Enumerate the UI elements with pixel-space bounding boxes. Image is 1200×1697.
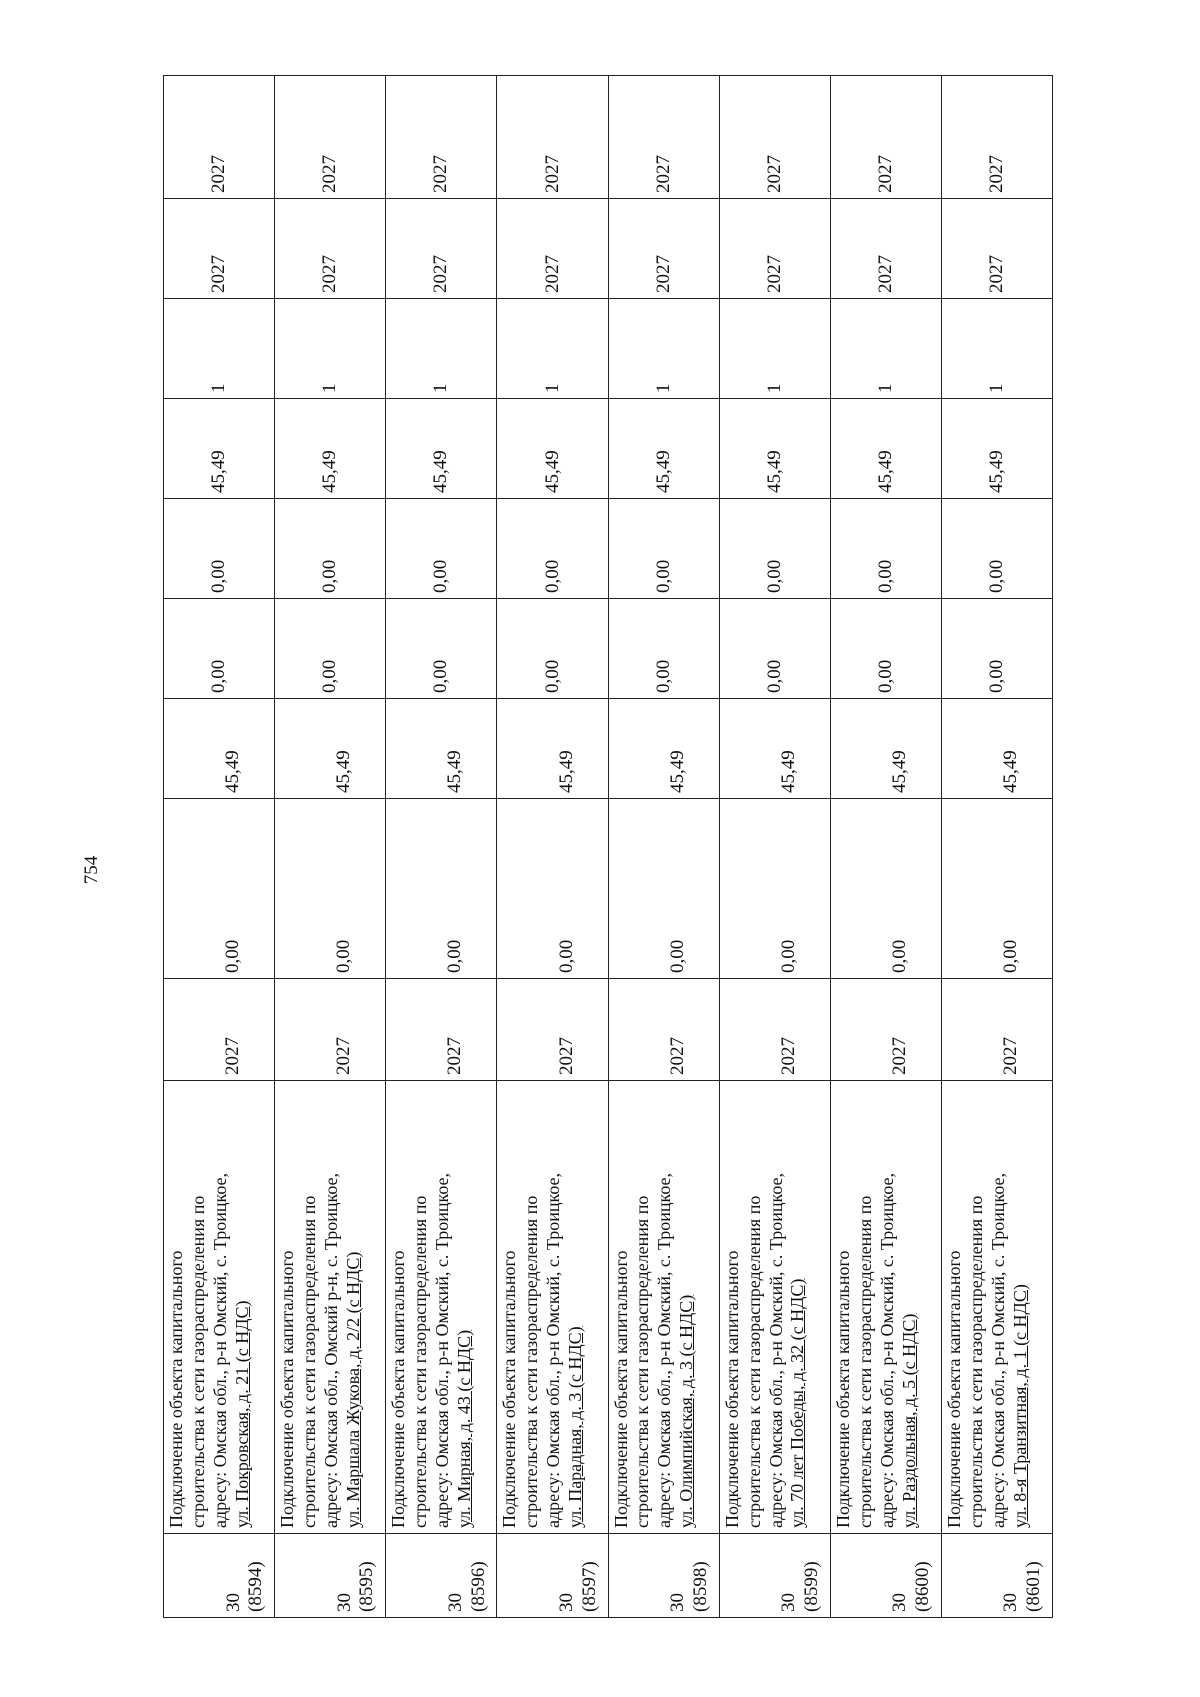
row-number: 30 — [444, 1593, 466, 1612]
start-year-cell: 2027 — [275, 979, 386, 1081]
value-cell: 0,00 — [164, 599, 275, 699]
year-cell: 2027 — [386, 199, 497, 299]
year-cell: 2027 — [608, 199, 719, 299]
description-line: строительства к сети газораспределения по — [743, 1195, 764, 1528]
data-table — [163, 75, 1053, 1618]
end-year-cell: 2027 — [275, 76, 386, 199]
end-year-cell: 2027 — [497, 76, 608, 199]
description-line: строительства к сети газораспределения по — [854, 1195, 875, 1528]
row-number: 30 — [778, 1593, 800, 1612]
value-cell: 0,00 — [719, 799, 830, 979]
value-cell: 45,49 — [941, 399, 1052, 499]
investment-table — [163, 76, 1053, 1618]
table-row — [608, 76, 719, 1618]
value-cell: 45,49 — [386, 399, 497, 499]
description-cell — [275, 1081, 386, 1534]
count-cell: 1 — [941, 299, 1052, 399]
page-number: 754 — [81, 855, 102, 885]
row-code: (8599) — [800, 1561, 822, 1612]
start-year-cell: 2027 — [719, 979, 830, 1081]
value-cell: 45,49 — [830, 399, 941, 499]
row-code: (8595) — [356, 1561, 378, 1612]
value-cell: 0,00 — [386, 799, 497, 979]
row-number-cell — [830, 1534, 941, 1618]
value-cell: 45,49 — [164, 699, 275, 799]
row-number: 30 — [667, 1593, 689, 1612]
value-cell: 0,00 — [497, 599, 608, 699]
count-cell: 1 — [608, 299, 719, 399]
table-row — [719, 76, 830, 1618]
description-line: адресу: Омская обл., р-н Омский, с. Троицкое, — [654, 1172, 675, 1528]
year-cell: 2027 — [830, 199, 941, 299]
description-line: ул. Парадная, д. 3 (с НДС) — [565, 1326, 586, 1528]
value-cell: 0,00 — [830, 599, 941, 699]
row-number-cell — [941, 1534, 1052, 1618]
description-cell — [719, 1081, 830, 1534]
row-number-cell — [164, 1534, 275, 1618]
count-cell: 1 — [497, 299, 608, 399]
start-year-cell: 2027 — [941, 979, 1052, 1081]
value-cell: 0,00 — [830, 499, 941, 599]
year-cell: 2027 — [497, 199, 608, 299]
value-cell: 0,00 — [497, 499, 608, 599]
row-code: (8600) — [912, 1561, 934, 1612]
description-line: адресу: Омская обл., Омский р-н, с. Троицкое, — [321, 1172, 342, 1528]
end-year-cell: 2027 — [941, 76, 1052, 199]
row-code: (8597) — [578, 1561, 600, 1612]
description-cell — [386, 1081, 497, 1534]
value-cell: 45,49 — [275, 399, 386, 499]
description-line: адресу: Омская обл., р-н Омский, с. Троицкое, — [876, 1172, 897, 1528]
description-line: строительства к сети газораспределения по — [410, 1195, 431, 1528]
value-cell: 45,49 — [941, 699, 1052, 799]
row-number-cell — [497, 1534, 608, 1618]
table-row — [275, 76, 386, 1618]
description-cell — [497, 1081, 608, 1534]
value-cell: 0,00 — [608, 799, 719, 979]
end-year-cell: 2027 — [830, 76, 941, 199]
description-line: строительства к сети газораспределения по — [965, 1195, 986, 1528]
value-cell: 0,00 — [941, 599, 1052, 699]
description-line: адресу: Омская обл., р-н Омский, с. Троицкое, — [765, 1172, 786, 1528]
description-line: адресу: Омская обл., р-н Омский, с. Троицкое, — [543, 1172, 564, 1528]
year-cell: 2027 — [164, 199, 275, 299]
value-cell: 0,00 — [164, 799, 275, 979]
start-year-cell: 2027 — [386, 979, 497, 1081]
value-cell: 45,49 — [608, 699, 719, 799]
table-row — [941, 76, 1052, 1618]
description-line: ул. Покровская, д. 21 (с НДС) — [231, 1300, 252, 1528]
row-number: 30 — [889, 1593, 911, 1612]
value-cell: 45,49 — [830, 699, 941, 799]
row-code: (8594) — [245, 1561, 267, 1612]
value-cell: 0,00 — [497, 799, 608, 979]
description-line: адресу: Омская обл., р-н Омский, с. Троицкое, — [987, 1172, 1008, 1528]
row-number: 30 — [222, 1593, 244, 1612]
row-code: (8601) — [1023, 1561, 1045, 1612]
description-line: строительства к сети газораспределения по — [632, 1195, 653, 1528]
description-line: Подключение объекта капитального — [721, 1250, 742, 1528]
row-number: 30 — [1000, 1593, 1022, 1612]
row-number: 30 — [333, 1593, 355, 1612]
count-cell: 1 — [719, 299, 830, 399]
start-year-cell: 2027 — [608, 979, 719, 1081]
row-code: (8596) — [467, 1561, 489, 1612]
value-cell: 0,00 — [830, 799, 941, 979]
description-line: строительства к сети газораспределения по — [521, 1195, 542, 1528]
year-cell: 2027 — [275, 199, 386, 299]
end-year-cell: 2027 — [608, 76, 719, 199]
value-cell: 0,00 — [275, 499, 386, 599]
row-code: (8598) — [689, 1561, 711, 1612]
description-line: ул. Раздольная, д. 5 (с НДС) — [898, 1313, 919, 1528]
row-number-cell — [719, 1534, 830, 1618]
value-cell: 45,49 — [497, 399, 608, 499]
description-line: адресу: Омская обл., р-н Омский, с. Троицкое, — [209, 1172, 230, 1528]
value-cell: 45,49 — [608, 399, 719, 499]
description-line: ул. 8-я Транзитная, д. 1 (с НДС) — [1009, 1284, 1030, 1528]
value-cell: 0,00 — [719, 499, 830, 599]
value-cell: 0,00 — [386, 599, 497, 699]
description-cell — [830, 1081, 941, 1534]
row-number: 30 — [555, 1593, 577, 1612]
end-year-cell: 2027 — [164, 76, 275, 199]
start-year-cell: 2027 — [830, 979, 941, 1081]
description-line: Подключение объекта капитального — [277, 1250, 298, 1528]
table-row — [386, 76, 497, 1618]
value-cell: 0,00 — [275, 799, 386, 979]
start-year-cell: 2027 — [497, 979, 608, 1081]
year-cell: 2027 — [941, 199, 1052, 299]
description-line: Подключение объекта капитального — [610, 1250, 631, 1528]
end-year-cell: 2027 — [719, 76, 830, 199]
description-cell — [164, 1081, 275, 1534]
value-cell: 0,00 — [275, 599, 386, 699]
row-number-cell — [386, 1534, 497, 1618]
description-line: ул. Мирная, д. 43 (с НДС) — [454, 1329, 475, 1528]
value-cell: 45,49 — [719, 699, 830, 799]
description-line: адресу: Омская обл., р-н Омский, с. Троицкое, — [432, 1172, 453, 1528]
count-cell: 1 — [164, 299, 275, 399]
value-cell: 0,00 — [164, 499, 275, 599]
description-line: ул. 70 лет Победы, д. 32 (с НДС) — [787, 1278, 808, 1528]
table-row — [830, 76, 941, 1618]
count-cell: 1 — [275, 299, 386, 399]
description-line: Подключение объекта капитального — [166, 1250, 186, 1528]
value-cell: 45,49 — [497, 699, 608, 799]
description-cell — [608, 1081, 719, 1534]
value-cell: 45,49 — [719, 399, 830, 499]
value-cell: 0,00 — [719, 599, 830, 699]
description-line: Подключение объекта капитального — [943, 1250, 964, 1528]
row-number-cell — [608, 1534, 719, 1618]
table-row — [164, 76, 275, 1618]
description-line: Подключение объекта капитального — [832, 1250, 853, 1528]
value-cell: 45,49 — [275, 699, 386, 799]
description-line: ул. Маршала Жукова, д. 2/2 (с НДС) — [342, 1251, 363, 1528]
table-row — [497, 76, 608, 1618]
description-line: строительства к сети газораспределения по — [299, 1195, 320, 1528]
value-cell: 0,00 — [608, 499, 719, 599]
value-cell: 45,49 — [164, 399, 275, 499]
end-year-cell: 2027 — [386, 76, 497, 199]
description-line: Подключение объекта капитального — [388, 1250, 409, 1528]
count-cell: 1 — [386, 299, 497, 399]
description-line: ул. Олимпийская, д. 3 (с НДС) — [676, 1294, 697, 1528]
description-line: Подключение объекта капитального — [499, 1250, 520, 1528]
value-cell: 0,00 — [941, 499, 1052, 599]
value-cell: 45,49 — [386, 699, 497, 799]
row-number-cell — [275, 1534, 386, 1618]
description-cell — [941, 1081, 1052, 1534]
description-line: строительства к сети газораспределения по — [187, 1195, 208, 1528]
value-cell: 0,00 — [608, 599, 719, 699]
value-cell: 0,00 — [386, 499, 497, 599]
count-cell: 1 — [830, 299, 941, 399]
value-cell: 0,00 — [941, 799, 1052, 979]
year-cell: 2027 — [719, 199, 830, 299]
start-year-cell: 2027 — [164, 979, 275, 1081]
